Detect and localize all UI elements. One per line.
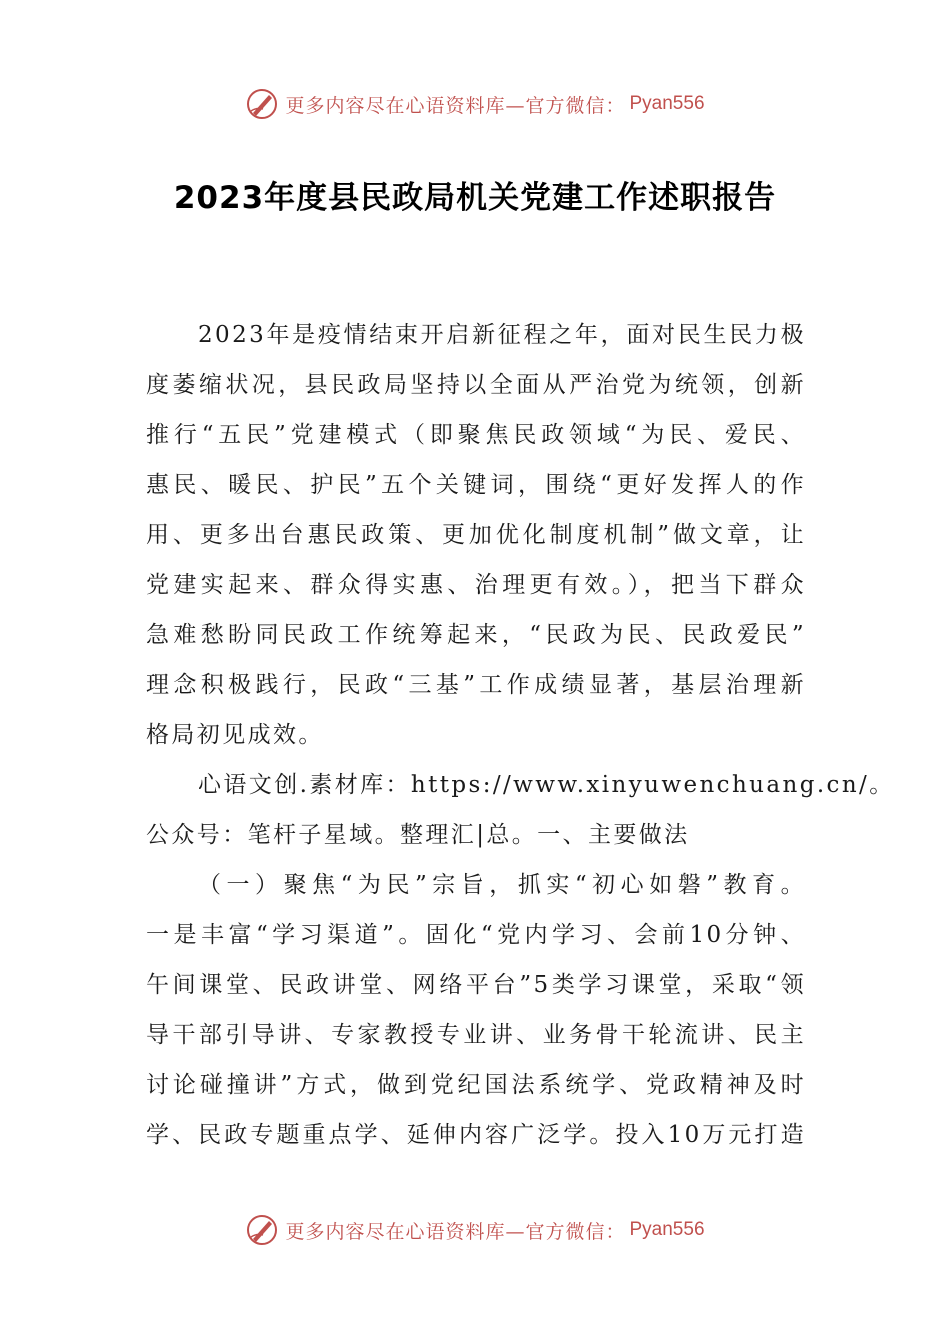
body-line: 推行“五民”党建模式（即聚焦民政领域“为民、爱民、 [146,422,806,448]
body-line: 导干部引导讲、专家教授专业讲、业务骨干轮流讲、民主 [146,1022,806,1048]
body-line: 度萎缩状况，县民政局坚持以全面从严治党为统领，创新 [146,372,806,398]
footer-watermark [0,1208,950,1252]
body-line: 午间课堂、民政讲堂、网络平台”5类学习课堂，采取“领 [146,972,806,998]
document-title: 2023年度县民政局机关党建工作述职报告 [173,180,777,216]
watermark-text: 更多内容尽在心语资料库—官方微信： [285,94,626,117]
pen-logo-icon [245,1213,279,1247]
watermark-wechat-id: Pyan556 [629,93,705,114]
body-line: 公众号：笔杆子星域。整理汇|总。一、主要做法 [146,822,690,848]
body-line: 一是丰富“学习渠道”。固化“党内学习、会前10分钟、 [146,922,806,948]
watermark-text: 更多内容尽在心语资料库—官方微信： [285,1220,626,1243]
body-line: 心语文创.素材库：https://www.xinyuwenchuang.cn/。 [198,772,895,798]
body-line: 格局初见成效。 [146,722,324,748]
body-line: 2023年是疫情结束开启新征程之年，面对民生民力极 [198,322,806,348]
document-body [146,310,895,1160]
body-line: 用、更多出台惠民政策、更加优化制度机制”做文章，让 [146,522,806,548]
body-line: 理念积极践行，民政“三基”工作成绩显著，基层治理新 [146,672,806,698]
body-line: 讨论碰撞讲”方式，做到党纪国法系统学、党政精神及时 [146,1072,806,1098]
header-watermark [0,82,950,126]
watermark-wechat-id: Pyan556 [629,1219,705,1240]
body-line: 学、民政专题重点学、延伸内容广泛学。投入10万元打造 [146,1122,806,1148]
body-line: （一）聚焦“为民”宗旨，抓实“初心如磐”教育。 [198,872,806,898]
pen-logo-icon [245,87,279,121]
body-line: 党建实起来、群众得实惠、治理更有效。），把当下群众 [146,572,806,598]
body-line: 急难愁盼同民政工作统筹起来，“民政为民、民政爱民” [146,622,806,648]
body-line: 惠民、暖民、护民”五个关键词，围绕“更好发挥人的作 [146,472,806,498]
